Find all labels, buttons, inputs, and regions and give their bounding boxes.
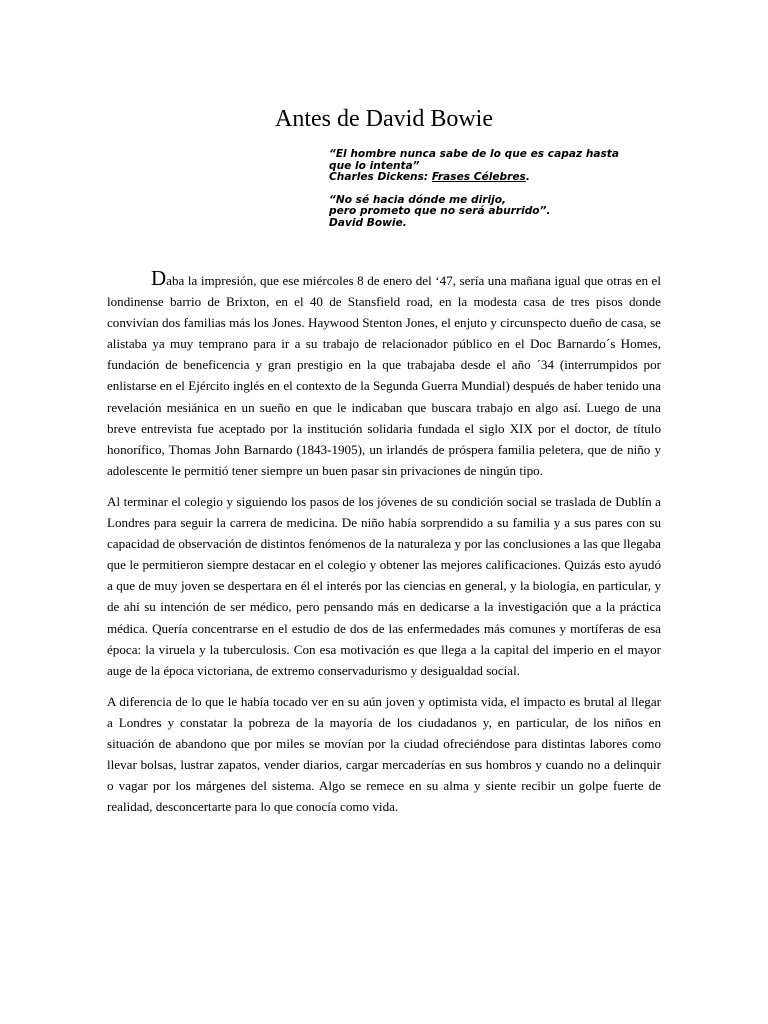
epigraph-author: Charles Dickens: bbox=[329, 171, 432, 183]
epigraph-quote-line: “El hombre nunca sabe de lo que es capaz hasta bbox=[329, 148, 620, 160]
epigraph-source-link[interactable]: Frases Célebres bbox=[431, 171, 526, 183]
paragraph-text: aba la impresión, que ese miércoles 8 de enero del ‘47, sería una mañana igual que otras en el londinense barrio de Brixton, en el 40 de Stansfield road, en la modesta casa de tres pisos donde convivían dos familias más los Jones. Haywood Stenton Jones, el enjuto y circunspecto dueño de casa, se alistaba ya muy temprano para ir a su trabajo de relacionador público en el Doc Barnardo´s Homes, fundación de beneficencia y gran prestigio en la que trabajaba desde el año ´34 (interrumpidos por enlistarse en el Ejército inglés en el contexto de la Segunda Guerra Mundial) después de haber tenido una revelación mesiánica en un sueño en que le indicaban que buscara trabajo en algo así. Luego de una breve entrevista fue aceptado por la institución solidaria fundada el siglo XIX por el doctor, de título honorífico, Thomas John Barnardo (1843-1905), un irlandés de próspera familia peletera, que de niño y adolescente le permitió tener siempre un buen pasar sin privaciones de ningún tipo. bbox=[107, 273, 661, 478]
epigraph-block bbox=[329, 149, 659, 240]
drop-cap: D bbox=[151, 266, 167, 290]
paragraph: A diferencia de lo que le había tocado ver en su aún joven y optimista vida, el impacto es brutal al llegar a Londres y constatar la pobreza de la mayoría de los ciudadanos y, en particular, de los niños en situación de abandono que por miles se movían por la ciudad ofreciéndose para distintas labores como llevar bolsas, lustrar zapatos, vender diarios, cargar mercaderías en sus hombros y cuando no a delinquir o vagar por los márgenes del sistema. Algo se remece en su alma y siente recibir un golpe fuerte de realidad, desconcertarte para lo que conocía como vida. bbox=[107, 693, 661, 815]
body-text bbox=[107, 268, 661, 827]
epigraph-dickens bbox=[329, 149, 659, 184]
epigraph-quote-line: pero prometo que no será aburrido”. bbox=[329, 205, 551, 217]
epigraph-author: David Bowie. bbox=[329, 216, 407, 229]
paragraph bbox=[107, 268, 661, 481]
epigraph-source-suffix: . bbox=[525, 171, 530, 183]
paragraph: Al terminar el colegio y siguiendo los pasos de los jóvenes de su condición social se traslada de Dublín a Londres para seguir la carrera de medicina. De niño había sorprendido a su familia y a sus pares con su capacidad de observación de distintos fenómenos de la naturaleza y por las conclusiones a las que llegaba que le permitieron siempre destacar en el colegio y obtener las mejores calificaciones. Quizás esto ayudó a que de muy joven se despertara en él el interés por las ciencias en general, y la biología, en particular, y de ahí su intención de ser médico, pero pensando más en dedicarse a la investigación que a la práctica médica. Quería concentrarse en el estudio de dos de las enfermedades más comunes y mortíferas de esa época: la viruela y la tuberculosis. Con esa motivación es que llega a la capital del imperio en el mayor auge de la época victoriana, de extremo conservadurismo y desigualdad social. bbox=[107, 493, 661, 678]
epigraph-bowie bbox=[329, 195, 659, 230]
epigraph-quote-line: “No sé hacia dónde me dirijo, bbox=[329, 193, 507, 206]
document-title: Antes de David Bowie bbox=[275, 106, 493, 132]
epigraph-attribution bbox=[329, 172, 659, 184]
epigraph-quote-line: que lo intenta” bbox=[329, 159, 420, 172]
